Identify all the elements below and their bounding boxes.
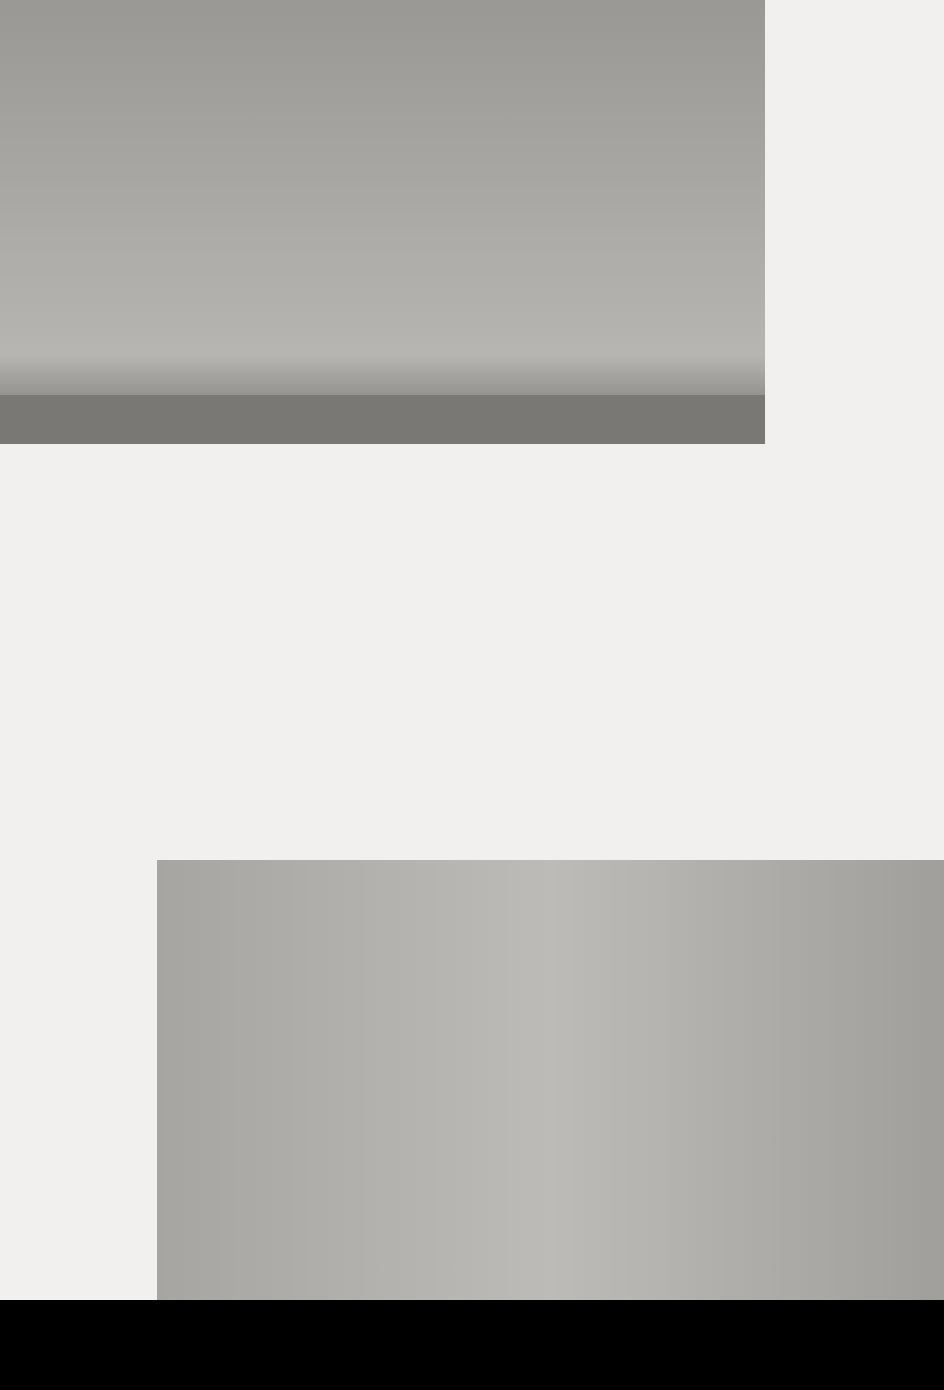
ptsa-group-photo xyxy=(157,860,944,1300)
kadimah-group-photo xyxy=(0,0,765,444)
stock-footer-bar xyxy=(0,1300,944,1390)
